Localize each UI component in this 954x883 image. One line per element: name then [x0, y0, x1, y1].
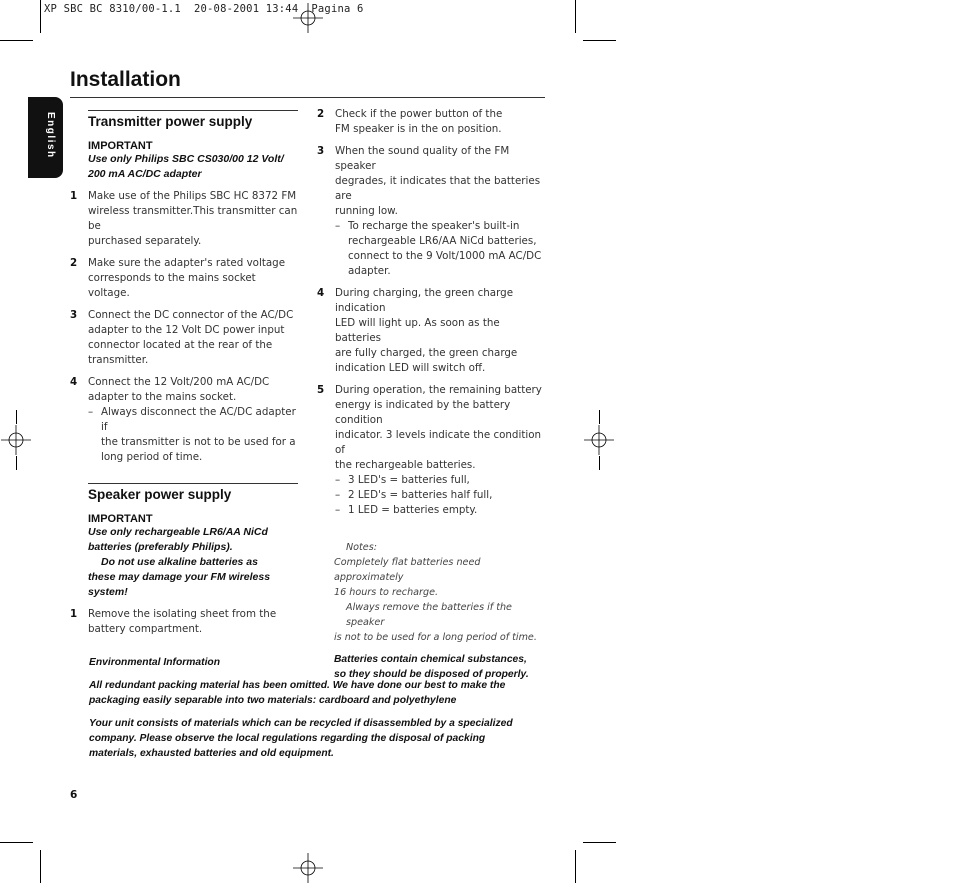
- crop-mark: [16, 456, 17, 470]
- step-line: During charging, the green charge indication: [335, 287, 514, 314]
- step-line: degrades, it indicates that the batteries are: [335, 175, 541, 202]
- environmental-line: All redundant packing material has been omitted. We have done our best to make the: [89, 680, 506, 691]
- important-text-line: Use only rechargeable LR6/AA NiCd: [88, 526, 268, 538]
- step-line: transmitter.: [88, 354, 149, 366]
- sub-line: Always disconnect the AC/DC adapter if: [101, 406, 296, 433]
- sub-bullet: [335, 473, 545, 488]
- important-text-line: Use only Philips SBC CS030/00 12 Volt/: [88, 153, 284, 165]
- chemical-warning-line: so they should be disposed of properly.: [334, 669, 529, 680]
- note-line: Completely flat batteries need approximately: [334, 557, 481, 583]
- registration-mark-icon: [293, 853, 323, 883]
- step-line: battery compartment.: [88, 623, 203, 635]
- important-text-line: 200 mA AC/DC adapter: [88, 168, 202, 180]
- sub-line: 1 LED = batteries empty.: [348, 504, 478, 516]
- step-line: When the sound quality of the FM speaker: [335, 145, 510, 172]
- step-number: 1: [70, 190, 78, 202]
- step-number: 3: [70, 309, 78, 321]
- sub-line: rechargeable LR6/AA NiCd batteries,: [348, 235, 537, 247]
- step-number: 1: [70, 608, 78, 620]
- page-number: 6: [70, 789, 78, 801]
- crop-mark: [0, 842, 33, 843]
- language-tab-label: English: [45, 112, 56, 159]
- crop-mark: [583, 40, 616, 41]
- environmental-info: [89, 655, 549, 769]
- step-line: Make use of the Philips SBC HC 8372 FM: [88, 190, 297, 202]
- registration-mark-icon: [293, 3, 323, 33]
- environmental-line: company. Please observe the local regulations regarding the disposal of packing: [89, 733, 486, 744]
- crop-mark: [583, 842, 616, 843]
- environmental-line: Your unit consists of materials which can be recycled if disassembled by a specialized: [89, 718, 513, 729]
- registration-mark-icon: [1, 425, 31, 455]
- note-line: 16 hours to recharge.: [334, 587, 439, 598]
- crop-mark: [0, 40, 33, 41]
- step-line: indication LED will switch off.: [335, 362, 486, 374]
- step-line: Check if the power button of the: [335, 108, 503, 120]
- environmental-paragraph: [89, 678, 549, 708]
- notes-block: [334, 540, 545, 645]
- dash-marker: –: [88, 406, 94, 418]
- registration-mark-icon: [584, 425, 614, 455]
- step-number: 4: [70, 376, 78, 388]
- crop-mark: [40, 0, 41, 33]
- warning-text-line: Do not use alkaline batteries as: [101, 556, 258, 568]
- print-header: XP SBC BC 8310/00-1.1 20-08-2001 13:44 Pagina 6: [44, 3, 364, 15]
- sub-line: the transmitter is not to be used for a: [101, 436, 296, 448]
- page-title: Installation: [70, 68, 181, 91]
- important-text-line: batteries (preferably Philips).: [88, 541, 233, 553]
- crop-mark: [599, 456, 600, 470]
- dash-marker: –: [335, 504, 341, 516]
- dash-marker: –: [335, 474, 341, 486]
- important-label: IMPORTANT: [88, 513, 153, 525]
- step-number: 4: [317, 287, 325, 299]
- step-line: LED will light up. As soon as the batteries: [335, 317, 500, 344]
- step-item: [70, 189, 298, 249]
- sub-bullet: [335, 503, 545, 518]
- step-item: [70, 607, 298, 637]
- dash-marker: –: [335, 489, 341, 501]
- step-number: 5: [317, 384, 325, 396]
- step-number: 3: [317, 145, 325, 157]
- sub-bullet: [335, 219, 545, 279]
- step-line: Connect the 12 Volt/200 mA AC/DC: [88, 376, 270, 388]
- section-heading-speaker: Speaker power supply: [88, 487, 232, 502]
- step-line: are fully charged, the green charge: [335, 347, 518, 359]
- step-line: indicator. 3 levels indicate the condition of: [335, 429, 542, 456]
- sub-line: long period of time.: [101, 451, 203, 463]
- sub-bullet: [88, 405, 298, 465]
- crop-mark: [575, 850, 576, 883]
- step-line: adapter to the 12 Volt DC power input: [88, 324, 285, 336]
- step-line: FM speaker is in the on position.: [335, 123, 502, 135]
- note-line: is not to be used for a long period of time.: [334, 632, 537, 643]
- sub-line: adapter.: [348, 265, 391, 277]
- crop-mark: [599, 410, 600, 424]
- crop-mark: [40, 850, 41, 883]
- step-line: corresponds to the mains socket voltage.: [88, 272, 256, 299]
- step-item: [317, 383, 545, 518]
- note-line: Always remove the batteries if the speaker: [346, 602, 512, 628]
- sub-bullet: [335, 488, 545, 503]
- step-item: [70, 256, 298, 301]
- step-line: During operation, the remaining battery: [335, 384, 542, 396]
- step-line: Remove the isolating sheet from the: [88, 608, 277, 620]
- step-line: the rechargeable batteries.: [335, 459, 476, 471]
- step-line: connector located at the rear of the: [88, 339, 273, 351]
- step-line: wireless transmitter.This transmitter can be: [88, 205, 298, 232]
- left-column: [70, 110, 298, 637]
- step-item: [317, 286, 545, 376]
- step-item: [317, 144, 545, 279]
- important-label: IMPORTANT: [88, 140, 153, 152]
- step-line: Make sure the adapter's rated voltage: [88, 257, 286, 269]
- step-item: [317, 107, 545, 137]
- warning-text-line: system!: [88, 586, 128, 598]
- crop-mark: [575, 0, 576, 33]
- step-number: 2: [317, 108, 325, 120]
- sub-line: 3 LED's = batteries full,: [348, 474, 470, 486]
- sub-line: 2 LED's = batteries half full,: [348, 489, 493, 501]
- step-line: adapter to the mains socket.: [88, 391, 237, 403]
- environmental-paragraph: [89, 716, 549, 761]
- step-line: purchased separately.: [88, 235, 202, 247]
- environmental-line: packaging easily separable into two materials: cardboard and polyethylene: [89, 695, 457, 706]
- section-divider: [88, 483, 298, 484]
- step-number: 2: [70, 257, 78, 269]
- sub-line: To recharge the speaker's built-in: [348, 220, 520, 232]
- notes-label: Notes:: [346, 542, 377, 553]
- dash-marker: –: [335, 220, 341, 232]
- step-item: [70, 375, 298, 465]
- chemical-warning-line: Batteries contain chemical substances,: [334, 654, 527, 665]
- step-line: running low.: [335, 205, 398, 217]
- title-divider: [70, 97, 545, 98]
- environmental-heading: Environmental Information: [89, 657, 221, 668]
- step-line: energy is indicated by the battery condition: [335, 399, 511, 426]
- sub-line: connect to the 9 Volt/1000 mA AC/DC: [348, 250, 542, 262]
- section-divider: [88, 110, 298, 111]
- step-line: Connect the DC connector of the AC/DC: [88, 309, 294, 321]
- crop-mark: [16, 410, 17, 424]
- right-column: [317, 107, 545, 682]
- environmental-line: materials, exhausted batteries and old equipment.: [89, 748, 334, 759]
- warning-text-line: these may damage your FM wireless: [88, 571, 271, 583]
- step-item: [70, 308, 298, 368]
- section-heading-transmitter: Transmitter power supply: [88, 114, 253, 129]
